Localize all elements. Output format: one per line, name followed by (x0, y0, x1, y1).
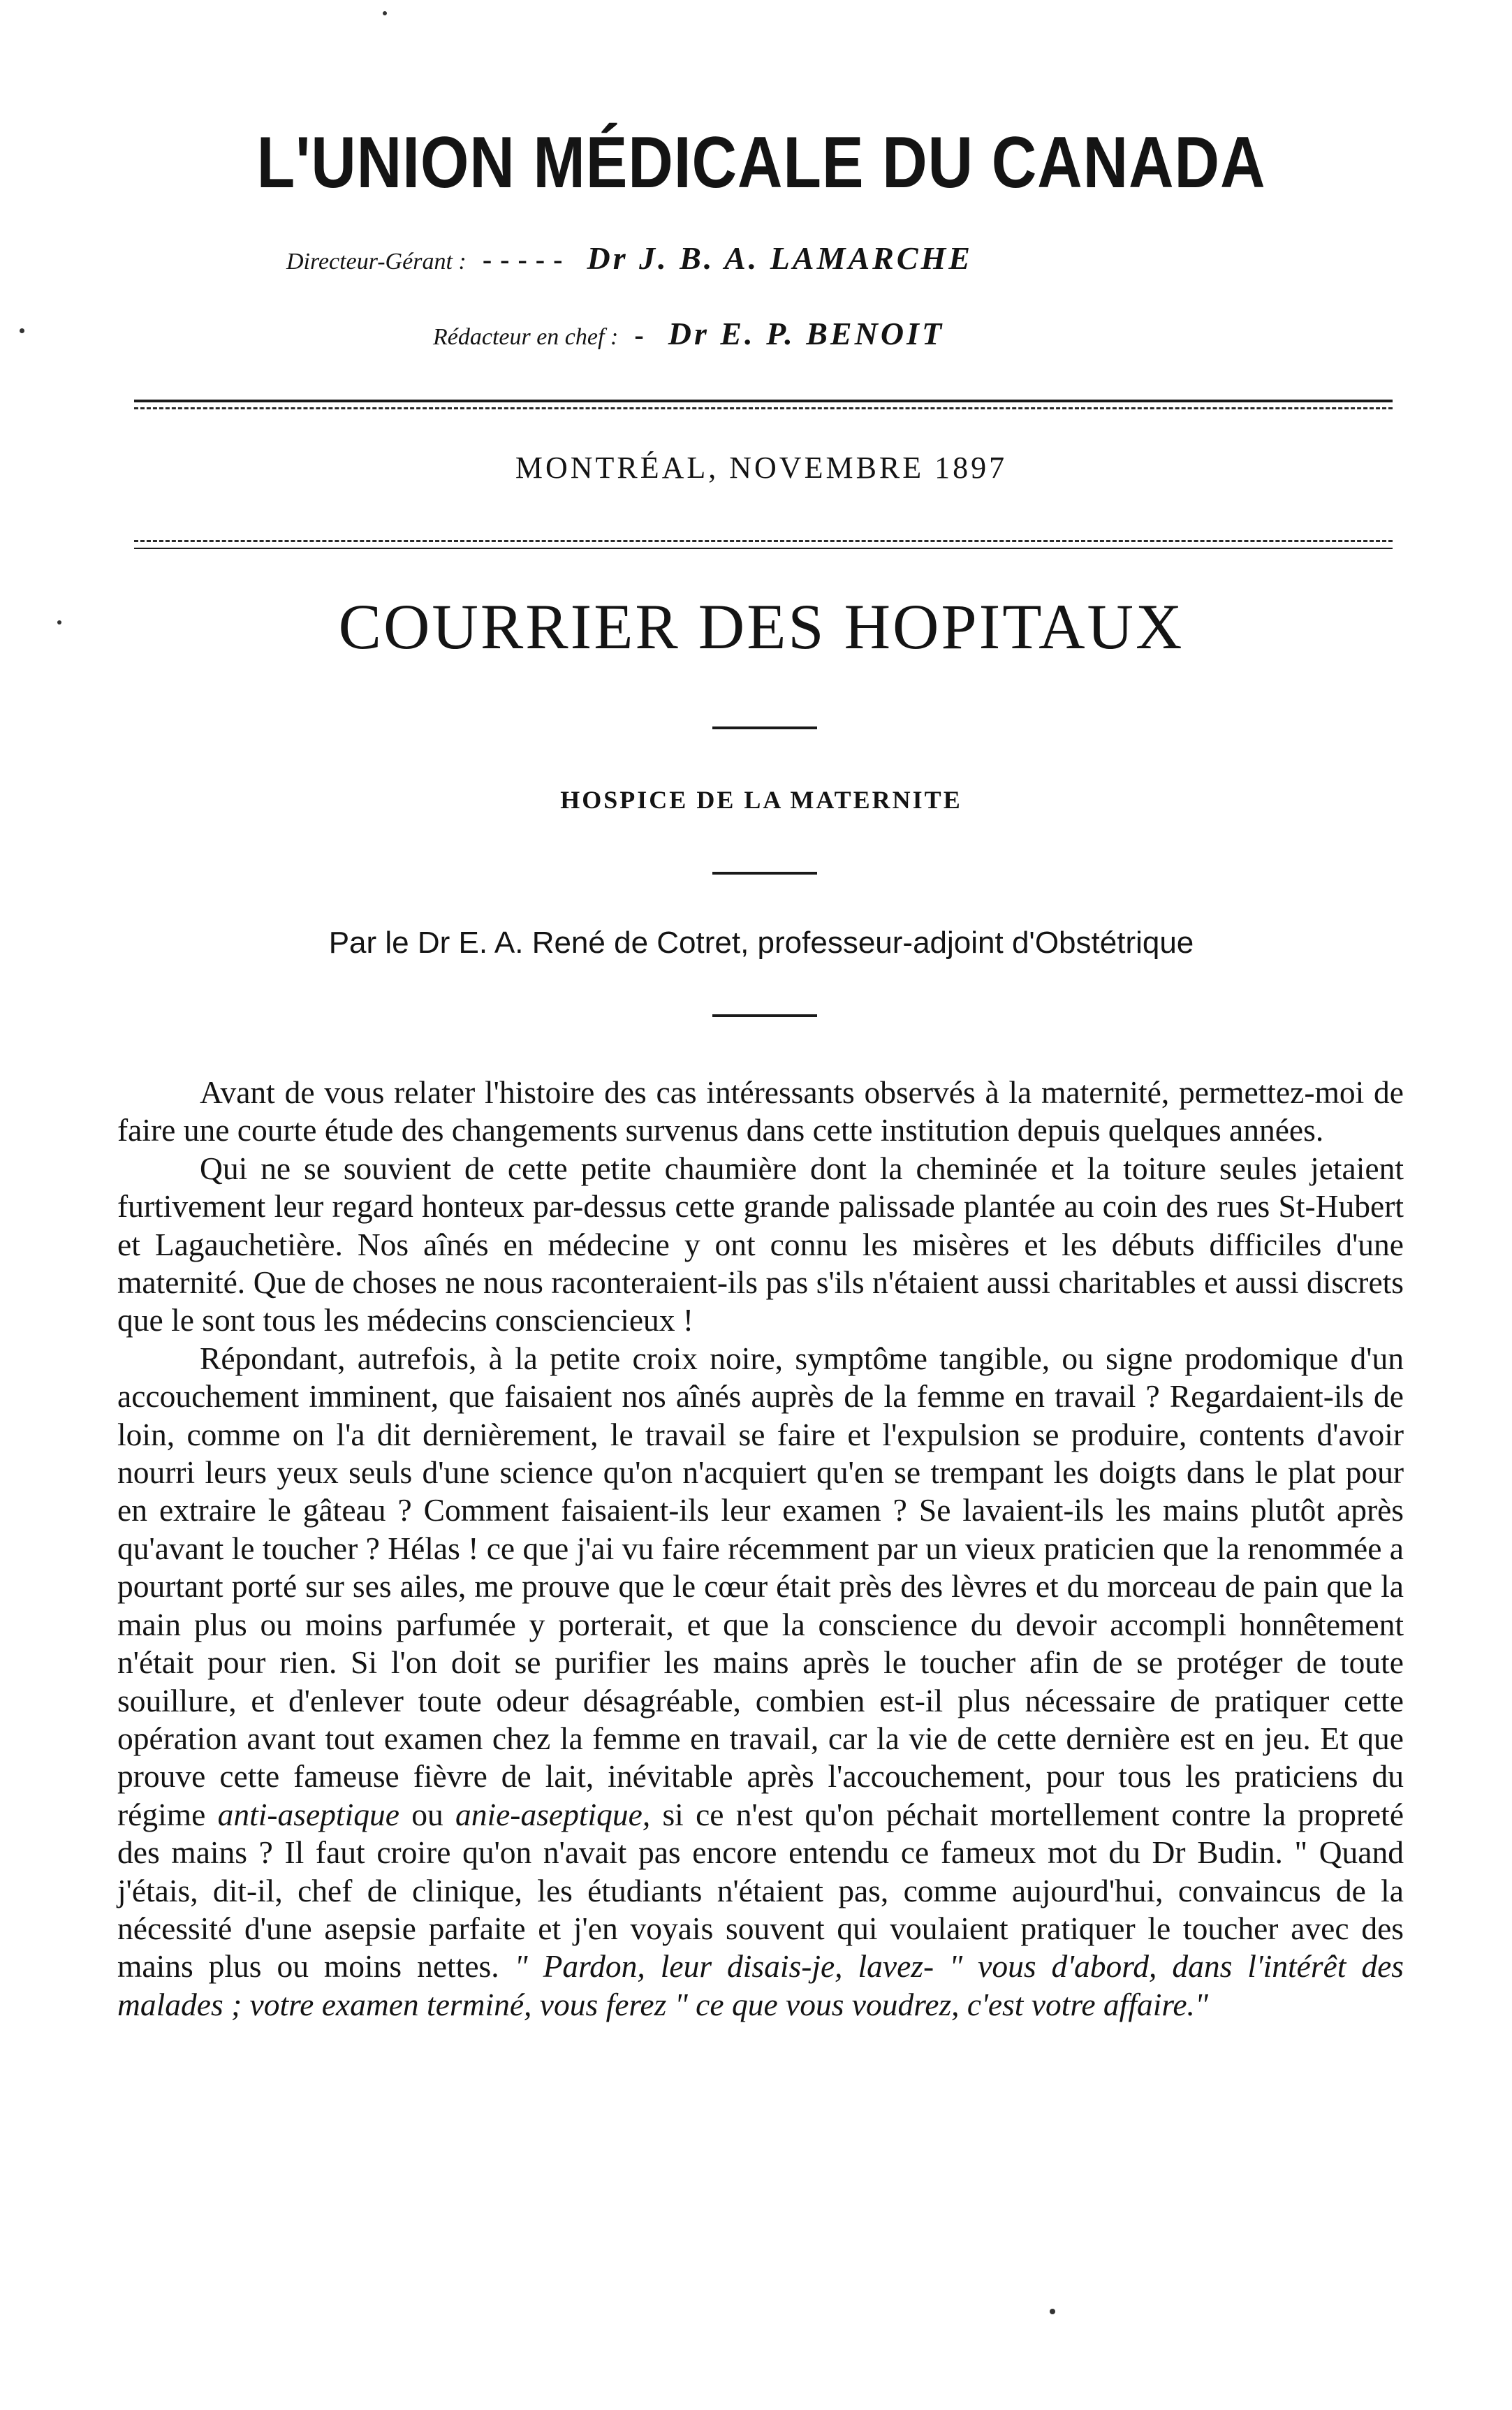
dateline: MONTRÉAL, NOVEMBRE 1897 (515, 451, 1008, 485)
director-line (286, 238, 973, 286)
editor-line (433, 313, 944, 362)
dateline-rule (134, 548, 1393, 549)
header-rule-dashed (134, 407, 1393, 409)
dash-leader: ----- (482, 244, 571, 275)
print-speck (1050, 2309, 1055, 2314)
dash-leader: - (634, 319, 652, 351)
divider (712, 726, 817, 729)
paragraph (117, 1340, 1404, 2024)
paragraph-text: si ce n'est qu'on péchait mortellement contre la propreté des mains ? Il faut croire qu'on n'avait pas encore entendu ce fameux mot du Dr Budin. " Quand j'étais, dit-il, chef de clinique, les étudiants n'étaient pas, comme aujourd'hui, convaincus de la nécessité d'une asepsie parfaite et j'en voyais souvent qui voulaient pratiquer le toucher avec des mains plus ou moins nettes. (117, 1796, 1404, 1985)
byline: Par le Dr E. A. René de Cotret, professeur-adjoint d'Obstétrique (328, 926, 1194, 960)
print-speck (383, 11, 387, 15)
paragraph: Avant de vous relater l'histoire des cas intéressants observés à la maternité, permettez-moi de faire une courte étude des changements survenus dans cette institution depuis quelques années. (117, 1074, 1404, 1148)
divider (712, 1014, 817, 1017)
emphasis-term: anti-aseptique (217, 1796, 399, 1832)
journal-title: L'UNION MÉDICALE DU CANADA (256, 122, 1266, 203)
emphasis-term: anie-aseptique, (455, 1796, 651, 1832)
print-speck (57, 620, 61, 625)
editor-name: Dr E. P. BENOIT (668, 316, 945, 351)
section-title: COURRIER DES HOPITAUX (338, 591, 1184, 662)
director-role: Directeur-Gérant : (286, 249, 467, 275)
paragraph: Qui ne se souvient de cette petite chaumière dont la cheminée et la toiture seules jetaient furtivement leur regard honteux par-dessus cette grande palissade plantée au coin des rues St-Hubert et Lagauchetière. Nos aînés en médecine y ont connu les misères et les débuts difficiles d'une maternité. Que de choses ne nous raconteraient-ils pas s'ils n'étaient aussi charitables et aussi discrets que le sont tous les médecins consciencieux ! (117, 1150, 1404, 1338)
print-speck (20, 328, 24, 333)
divider (712, 872, 817, 875)
editor-role: Rédacteur en chef : (433, 324, 619, 350)
paragraph-text: Répondant, autrefois, à la petite croix noire, symptôme tangible, ou signe prodomique d'un accouchement imminent, que faisaient nos aînés auprès de la femme en travail ? Regardaient-ils de loin, comme on l'a dit dernièrement, le travail se faire et l'expulsion se produire, contents d'avoir nourri leurs yeux seuls d'une science qu'on n'acquiert qu'en se trempant les doigts dans le plat pour en extraire le gâteau ? Comment faisaient-ils leur examen ? Se lavaient-ils les mains plutôt après qu'avant le toucher ? Hélas ! ce que j'ai vu faire récemment par un vieux praticien que la renommée a pourtant porté sur ses ailes, me prouve que le cœur était près des lèvres et du morceau de pain que la main plus ou moins parfumée y porterait, et que la conscience du devoir accompli honnêtement n'était pour rien. Si l'on doit se purifier les mains après le toucher afin de se protéger de toute souillure, et d'enlever toute odeur désagréable, combien est-il plus nécessaire de pratiquer cette opération avant tout examen chez la femme en travail, car la vie de cette dernière est en jeu. Et que prouve cette fameuse fièvre de lait, inévitable après l'accouchement, pour tous les praticiens du régime (117, 1340, 1404, 1832)
dateline-rule-dashed (134, 540, 1393, 542)
section-subtitle: HOSPICE DE LA MATERNITE (560, 786, 962, 814)
budin-quote: " Pardon, leur disais-je, lavez- " vous d'abord, dans l'intérêt des malades ; votre examen terminé, vous ferez " ce que vous voudrez, c'est votre affaire." (117, 1948, 1404, 2022)
article-body (117, 1074, 1404, 2024)
header-rule (134, 400, 1393, 402)
director-name: Dr J. B. A. LAMARCHE (587, 240, 973, 276)
paragraph-text: ou (411, 1796, 443, 1832)
